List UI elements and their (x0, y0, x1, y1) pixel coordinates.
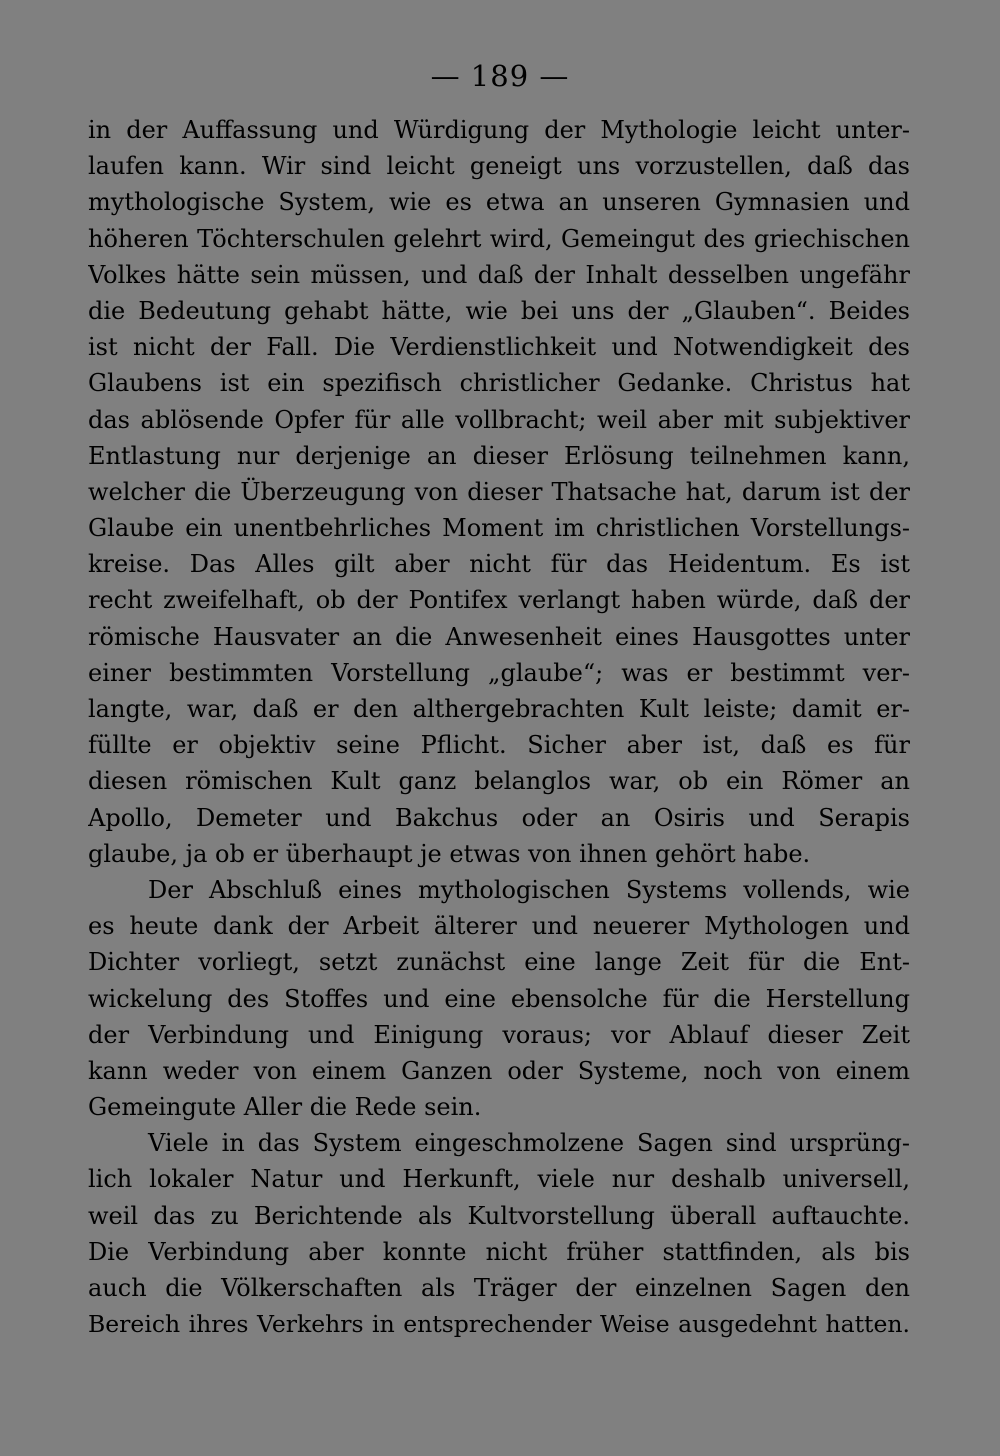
text-line: Gemeingute Aller die Rede sein. (88, 1093, 482, 1122)
text-line: mythologische System, wie es etwa an unseren Gymnasien und (88, 188, 910, 217)
text-line: das ablösende Opfer für alle vollbracht; weil aber mit subjektiver (88, 405, 910, 434)
text-line: kreise. Das Alles gilt aber nicht für das Heidentum. Es ist (88, 550, 910, 579)
text-line: Viele in das System eingeschmolzene Sagen sind ursprüng- (148, 1129, 910, 1158)
text-line: höheren Töchterschulen gelehrt wird, Gemeingut des griechischen (88, 224, 910, 253)
text-line: Apollo, Demeter und Bakchus oder an Osiris und Serapis (88, 803, 910, 832)
text-line: in der Auffassung und Würdigung der Mythologie leicht unter- (88, 116, 910, 144)
page-number-header: — 189 — (430, 59, 570, 93)
text-line: der Verbindung und Einigung voraus; vor Ablauf dieser Zeit (88, 1020, 910, 1049)
text-line: glaube, ja ob er überhaupt je etwas von ihnen gehört habe. (88, 839, 811, 868)
text-line: laufen kann. Wir sind leicht geneigt uns vorzustellen, daß das (88, 152, 910, 181)
text-line: Die Verbindung aber konnte nicht früher stattfinden, als bis (88, 1237, 910, 1266)
text-line: lich lokaler Natur und Herkunft, viele nur deshalb universell, (88, 1165, 910, 1194)
text-line: Entlastung nur derjenige an dieser Erlösung teilnehmen kann, (88, 441, 910, 470)
text-line: es heute dank der Arbeit älterer und neuerer Mythologen und (88, 912, 910, 941)
text-line: Volkes hätte sein müssen, und daß der Inhalt desselben ungefähr (88, 260, 910, 289)
text-line: füllte er objektiv seine Pflicht. Sicher aber ist, daß es für (88, 731, 910, 760)
text-line: ist nicht der Fall. Die Verdienstlichkeit und Notwendigkeit des (88, 333, 910, 362)
text-line: recht zweifelhaft, ob der Pontifex verlangt haben würde, daß der (88, 586, 910, 615)
text-line: diesen römischen Kult ganz belanglos war, ob ein Römer an (88, 767, 910, 796)
text-line: Glaube ein unentbehrliches Moment im christlichen Vorstellungs- (88, 514, 910, 543)
text-line: Glaubens ist ein spezifisch christlicher Gedanke. Christus hat (88, 369, 910, 398)
text-line: römische Hausvater an die Anwesenheit eines Hausgottes unter (88, 622, 910, 651)
text-line: auch die Völkerschaften als Träger der einzelnen Sagen den (88, 1274, 910, 1302)
text-line: einer bestimmten Vorstellung „glaube“; was er bestimmt ver- (88, 658, 910, 687)
text-line: Der Abschluß eines mythologischen Systems vollends, wie (148, 875, 910, 904)
text-line: kann weder von einem Ganzen oder Systeme, noch von einem (88, 1056, 910, 1085)
text-line: langte, war, daß er den althergebrachten Kult leiste; damit er- (88, 695, 910, 723)
text-line: weil das zu Berichtende als Kultvorstellung überall auftauchte. (88, 1201, 910, 1230)
text-line: Bereich ihres Verkehrs in entsprechender Weise ausgedehnt hatten. (88, 1310, 910, 1339)
text-line: die Bedeutung gehabt hätte, wie bei uns der „Glauben“. Beides (88, 296, 910, 325)
text-line: wickelung des Stoffes und eine ebensolche für die Herstellung (88, 984, 910, 1013)
text-line: Dichter vorliegt, setzt zunächst eine lange Zeit für die Ent- (88, 948, 910, 977)
body-text (88, 112, 910, 1342)
text-line: welcher die Überzeugung von dieser Thatsache hat, darum ist der (88, 477, 910, 506)
